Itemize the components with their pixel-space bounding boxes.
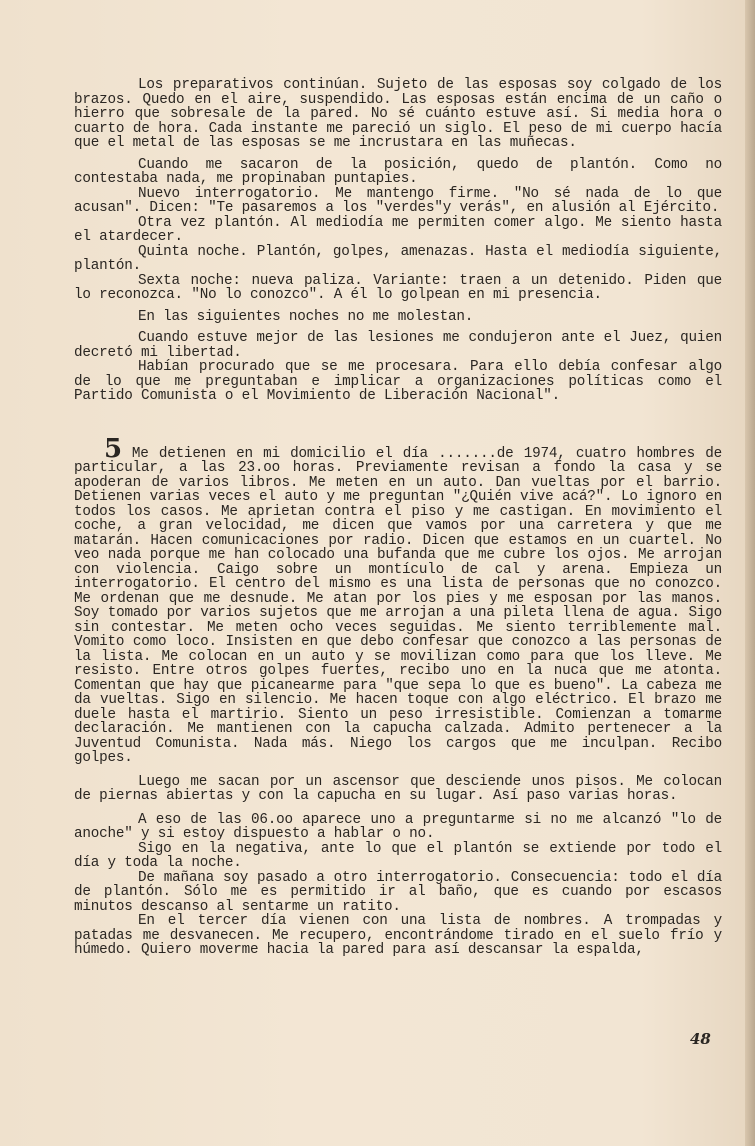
paragraph: Luego me sacan por un ascensor que desciende unos pisos. Me colocan de piernas abiertas y con la capucha en su lugar. Así paso varias horas. [74, 773, 722, 804]
paragraph: Cuando estuve mejor de las lesiones me condujeron ante el Juez, quien decretó mi libertad. [74, 330, 722, 361]
page-number: 48 [690, 1030, 711, 1048]
paragraph: Sexta noche: nueva paliza. Variante: traen a un detenido. Piden que lo reconozca. "No lo conozco". A él lo golpean en mi presencia. [74, 272, 722, 303]
paragraph: A eso de las 06.oo aparece uno a preguntarme si no me alcanzó "lo de anoche" y si estoy dispuesto a hablar o no. [74, 811, 722, 842]
paragraph: Habían procurado que se me procesara. Para ello debía confesar algo de lo que me preguntaban e implicar a organizaciones políticas como el Partido Comunista o el Movimiento de Liberación Nacional". [74, 359, 722, 404]
paragraph: En las siguientes noches no me molestan. [138, 308, 474, 325]
body-text [74, 78, 722, 958]
paragraph: Cuando me sacaron de la posición, quedo de plantón. Como no contestaba nada, me propinaban puntapies. [74, 156, 722, 187]
page-edge [745, 0, 755, 1146]
paragraph: Los preparativos continúan. Sujeto de las esposas soy colgado de los brazos. Quedo en el aire, suspendido. Las esposas están encima de un caño o hierro que sobresale de la pared. No sé cuánto estuve así. Si media hora o cuarto de hora. Cada instante me pareció un siglo. El peso de mi cuerpo hacía que el metal de las esposas se me incrustara en las muñecas. [74, 77, 722, 151]
paragraph: Otra vez plantón. Al mediodía me permiten comer algo. Me siento hasta el atardecer. [74, 214, 722, 245]
paragraph: De mañana soy pasado a otro interrogatorio. Consecuencia: todo el día de plantón. Sólo me es permitido ir al baño, que es cuando por escasos minutos descanso al sentarme un ratito. [74, 869, 722, 915]
paragraph: En el tercer día vienen con una lista de nombres. A trompadas y patadas me desvanecen. Me recupero, encontrándome tirado en el suelo frío y húmedo. Quiero moverme hacia la pared para así descansar la espalda, [74, 913, 722, 958]
paragraph-text: Me detienen en mi domicilio el día .......de 1974, cuatro hombres de particular, a las 23.oo horas. Previamente revisan a fondo la casa y se apoderan de varios libros. Me meten en un auto. Dan vueltas por el barrio. Detienen varias veces el auto y me preguntan "¿Quién vive acá?". Lo ignoro en todos los casos. Me aprietan contra el piso y me castigan. En movimiento el coche, a gran velocidad, me dicen que vamos por una carretera y que me matarán. Hacen comunicaciones por radio. Dicen que estamos en un cuartel. No veo nada porque me han colocado una bufanda que me cubre los ojos. Me arrojan con violencia. Caigo sobre un montículo de cal y arena. Empieza un interrogatorio. El centro del mismo es una lista de personas que no conozco. Me ordenan que me desnude. Me atan por los pies y me esposan por las manos. Soy tomado por varios sujetos que me arrojan a una pileta llena de agua. Sigo sin contestar. Me meten ocho veces seguidas. Me siento terriblemente mal. Vomito como loco. Insisten en que debo confesar que conozco a las personas de la lista. Me colocan en un auto y se movilizan como para que los lleve. Me resisto. Entre otros golpes fuertes, recibo uno en la nuca que me atonta. Comentan que hay que picanearme para "que sepa lo que es bueno". La cabeza me da vueltas. Sigo en silencio. Me hacen toque con algo eléctrico. El brazo me duele hasta el martirio. Siento un peso irresistible. Comienzan a tomarme declaración. Me mantienen con la capucha calzada. Admito pertenecer a la Juventud Comunista. Nada más. Niego los cargos que me inculpan. Recibo golpes. [74, 445, 722, 766]
paragraph: Nuevo interrogatorio. Me mantengo firme. "No sé nada de lo que acusan". Dicen: "Te pasaremos a los "verdes"y verás", en alusión al Ejército. [74, 185, 722, 216]
section-first-paragraph [74, 433, 722, 766]
section-number: 5 [104, 433, 122, 464]
paragraph: Quinta noche. Plantón, golpes, amenazas. Hasta el mediodía siguiente, plantón. [74, 243, 722, 274]
paragraph: Sigo en la negativa, ante lo que el plantón se extiende por todo el día y toda la noche. [74, 840, 722, 871]
